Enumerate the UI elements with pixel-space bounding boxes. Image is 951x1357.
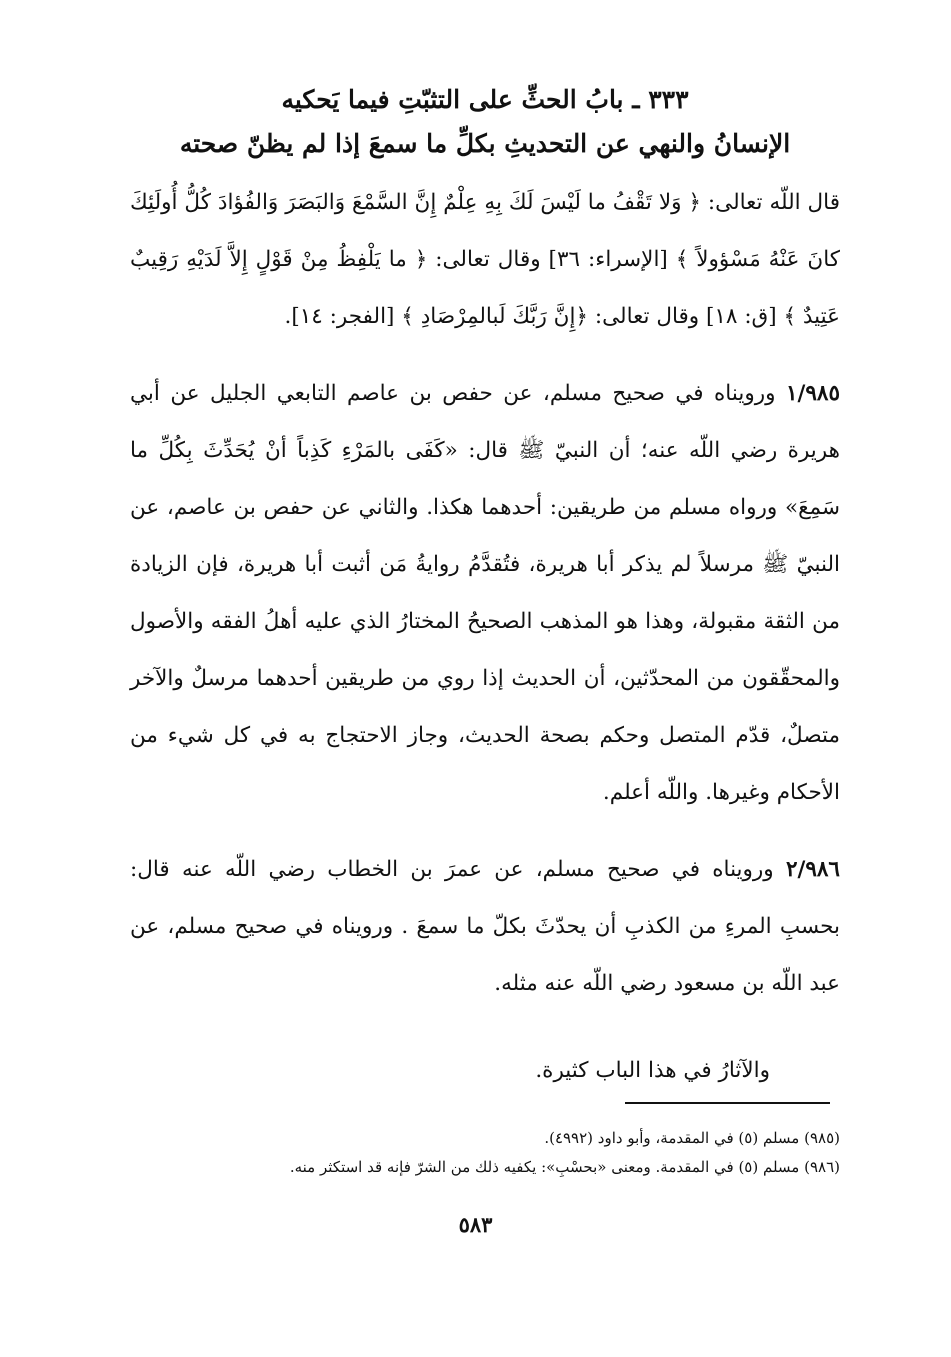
closing-paragraph: والآثارُ في هذا الباب كثيرة. <box>535 1058 770 1083</box>
hadith-986-paragraph <box>130 841 840 1012</box>
footnote-985: (٩٨٥) مسلم (٥) في المقدمة، وأبو داود (٤٩٩٢). <box>544 1129 840 1147</box>
chapter-title-line-2: الإنسانُ والنهي عن التحديثِ بكلِّ ما سمعَ إذا لم يظنّ صحته <box>179 129 791 158</box>
page-number: ٥٨٣ <box>458 1212 493 1237</box>
hadith-985-text: ورويناه في صحيح مسلم، عن حفص بن عاصم التابعي الجليل عن أبي هريرة رضي اللّه عنه؛ أن النبيّ ﷺ قال: «كَفَى بالمَرْءِ كَذِباً أنْ يُحَدِّثَ بِكُلِّ ما سَمِعَ» ورواه مسلم من طريقين: أحدهما هكذا. والثاني عن حفص بن عاصم، عن النبيّ ﷺ مرسلاً لم يذكر أبا هريرة، فتُقدَّمُ روايةُ مَن أثبت أبا هريرة، فإن الزيادة من الثقة مقبولة، وهذا هو المذهب الصحيحُ المختارُ الذي عليه أهلُ الفقه والأصول والمحقّقون من المحدّثين، أن الحديث إذا روي من طريقين أحدهما مرسلٌ والآخر متصلٌ، قدّم المتصل وحكم بصحة الحديث، وجاز الاحتجاج به في كل شيء من الأحكام وغيرها. واللّه أعلم. <box>130 381 840 805</box>
hadith-986-text: ورويناه في صحيح مسلم، عن عمرَ بن الخطاب رضي اللّه عنه قال: بحسبِ المرءِ من الكذبِ أن يحدّثَ بكلّ ما سمعَ . ورويناه في صحيح مسلم، عن عبد اللّه بن مسعود رضي اللّه عنه مثله. <box>130 857 840 996</box>
chapter-title <box>130 78 840 166</box>
footnote-divider <box>625 1102 830 1104</box>
hadith-986-number: ٢/٩٨٦ <box>785 857 840 882</box>
intro-paragraph: قال اللّه تعالى: ﴿ وَلا تَقْفُ ما لَيْسَ لَكَ بِهِ عِلْمٌ إِنَّ السَّمْعَ وَالبَصَرَ وَالفُؤادَ كُلُّ أُولَئِكَ كانَ عَنْهُ مَسْؤولاً ﴾ [الإسراء: ٣٦] وقال تعالى: ﴿ ما يَلْفِظُ مِنْ قَوْلٍ إِلاَّ لَدَيْهِ رَقِيبٌ عَتِيدٌ ﴾ [ق: ١٨] وقال تعالى: ﴿إِنَّ رَبَّكَ لَبالمِرْصَادِ ﴾ [الفجر: ١٤]. <box>130 190 840 329</box>
footnote-986: (٩٨٦) مسلم (٥) في المقدمة. ومعنى «بحسْبِ»: يكفيه ذلك من الشرّ فإنه قد استكثر منه. <box>289 1158 840 1176</box>
page-body <box>130 78 840 1099</box>
chapter-title-line-1: ٣٣٣ ـ بابُ الحثِّ على التثبّتِ فيما يَحكيه <box>281 85 689 114</box>
hadith-985-number: ١/٩٨٥ <box>785 381 840 406</box>
hadith-985-paragraph <box>130 365 840 821</box>
footnotes <box>130 1124 840 1182</box>
